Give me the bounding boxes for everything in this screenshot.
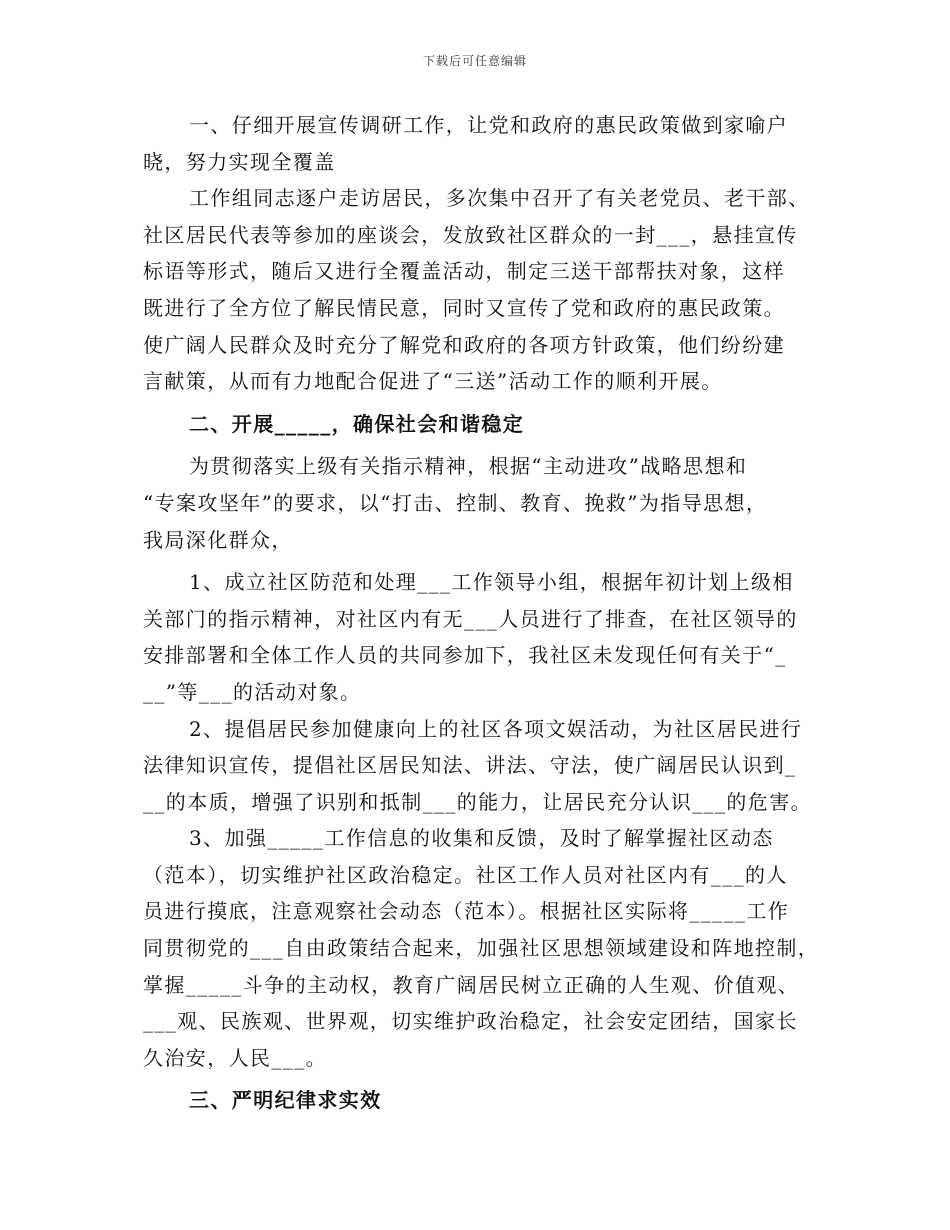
paragraph-line: 为贯彻落实上级有关指示精神，根据“主动进攻”战略思想和 [189, 454, 748, 479]
paragraph-line: “专案攻坚年”的要求，以“打击、控制、教育、挽救”为指导思想， [143, 490, 768, 515]
paragraph-line: 工作组同志逐户走访居民，多次集中召开了有关老党员、老干部、 [189, 186, 810, 211]
section-heading-1-cont: 晓，努力实现全覆盖 [143, 149, 336, 174]
paragraph-line: 掌握_____斗争的主动权，教育广阔居民树立正确的人生观、价值观、 [143, 972, 800, 997]
paragraph-line: 我局深化群众， [143, 527, 293, 552]
section-heading-2: 二、开展_____，确保社会和谐稳定 [189, 411, 525, 436]
paragraph-line: 安排部署和全体工作人员的共同参加下，我社区未发现任何有关于“_ [143, 643, 787, 668]
paragraph-line: 使广阔人民群众及时充分了解党和政府的各项方针政策，他们纷纷建 [143, 332, 785, 357]
paragraph-line: ___观、民族观、世界观，切实维护政治稳定，社会安定团结，国家长 [143, 1009, 798, 1034]
document-body [143, 107, 823, 1119]
list-item-1: 1、成立社区防范和处理___工作领导小组，根据年初计划上级相 [189, 570, 794, 595]
paragraph-line: 关部门的指示精神，对社区内有无___人员进行了排查，在社区领导的 [143, 606, 798, 631]
list-item-2: 2、提倡居民参加健康向上的社区各项文娱活动，为社区居民进行 [189, 716, 803, 741]
paragraph-line: 同贯彻党的___自由政策结合起来，加强社区思想领域建设和阵地控制， [143, 936, 820, 961]
paragraph-line: （范本），切实维护社区政治稳定。社区工作人员对社区内有___的人 [143, 862, 788, 887]
paragraph-line: 法律知识宣传，提倡社区居民知法、讲法、守法，使广阔居民认识到_ [143, 753, 797, 778]
paragraph-line: __的本质，增强了识别和抵制___的能力，让居民充分认识___的危害。 [143, 789, 812, 814]
section-heading-1: 一、仔细开展宣传调研工作，让党和政府的惠民政策做到家喻户 [189, 113, 789, 137]
paragraph-line: 久治安，人民___。 [143, 1045, 327, 1070]
paragraph-line: 员进行摸底，注意观察社会动态（范本）。根据社区实际将_____工作 [143, 899, 790, 924]
list-item-3: 3、加强_____工作信息的收集和反馈，及时了解掌握社区动态 [189, 826, 774, 851]
paragraph-line: __”等___的活动对象。 [143, 679, 362, 704]
page-header: 下载后可任意编辑 [422, 54, 527, 68]
section-heading-3: 三、严明纪律求实效 [189, 1088, 382, 1113]
paragraph-line: 社区居民代表等参加的座谈会，发放致社区群众的一封___，悬挂宣传 [143, 222, 798, 247]
paragraph-line: 言献策，从而有力地配合促进了“三送”活动工作的顺利开展。 [143, 369, 723, 394]
paragraph-line: 既进行了全方位了解民情民意，同时又宣传了党和政府的惠民政策。 [143, 295, 785, 320]
paragraph-line: 标语等形式，随后又进行全覆盖活动，制定三送干部帮扶对象，这样 [143, 259, 785, 284]
